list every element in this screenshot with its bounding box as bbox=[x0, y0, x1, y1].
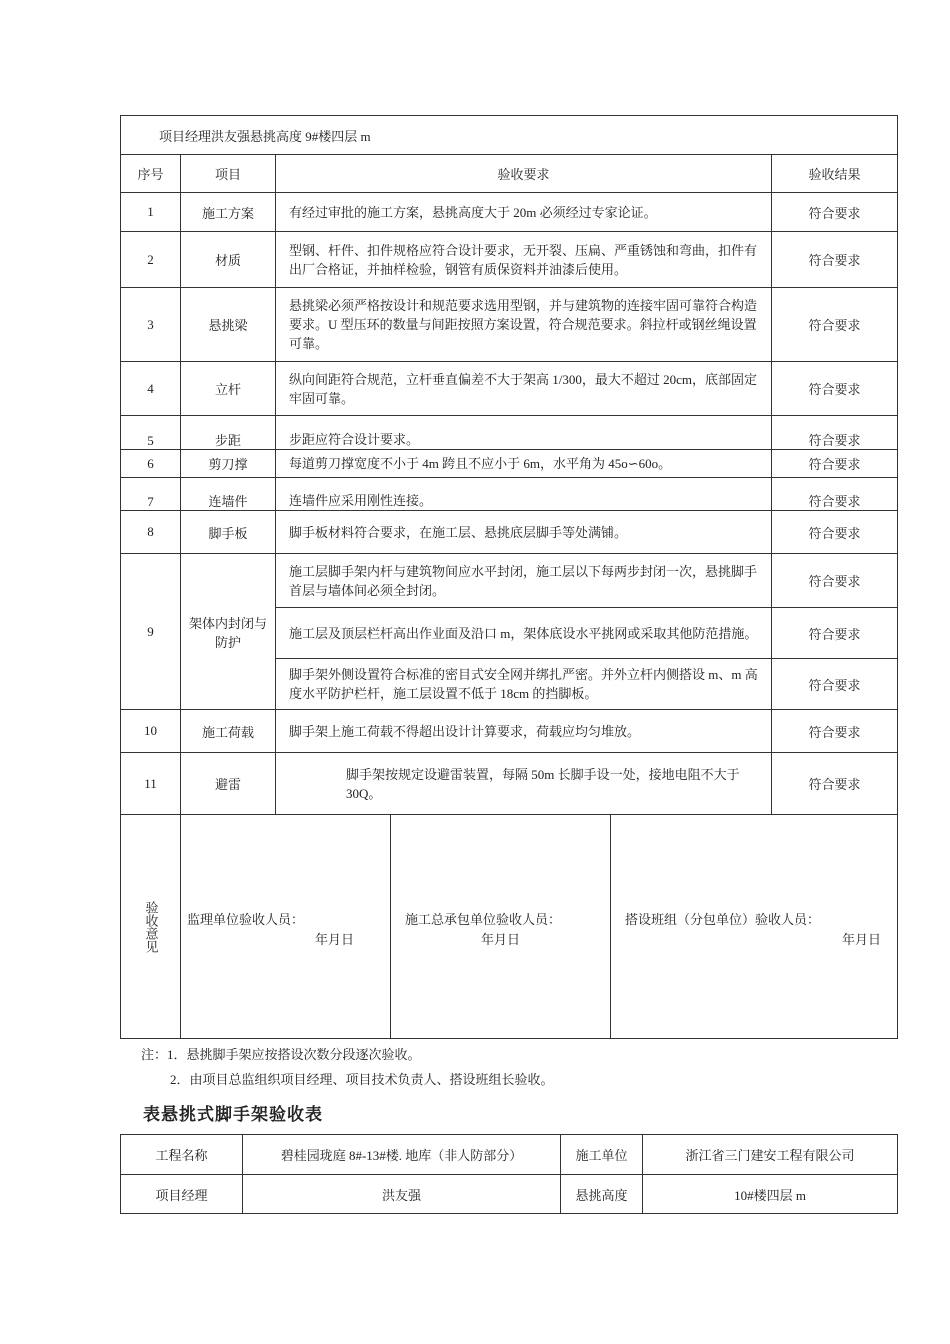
table-header-line: 项目经理洪友强悬挑高度 9#楼四层 m bbox=[121, 116, 898, 155]
project-info-table bbox=[120, 1134, 898, 1214]
manager-value: 洪友强 bbox=[243, 1175, 561, 1214]
row-no: 7 bbox=[121, 478, 181, 511]
row-no: 1 bbox=[121, 193, 181, 232]
team-date: 年月日 bbox=[842, 932, 882, 947]
row-requirement: 型钢、杆件、扣件规格应符合设计要求，无开裂、压扁、严重锈蚀和弯曲，扣件有出厂合格证，并抽样检验，钢管有质保资料并油漆后使用。 bbox=[276, 232, 772, 288]
row-no: 6 bbox=[121, 450, 181, 478]
table-row bbox=[121, 416, 898, 450]
row-result: 符合要求 bbox=[772, 608, 898, 659]
row-no: 2 bbox=[121, 232, 181, 288]
supervisor-label: 监理单位验收人员： bbox=[187, 912, 305, 927]
row-item: 剪刀撑 bbox=[181, 450, 276, 478]
row-result: 符合要求 bbox=[772, 753, 898, 815]
column-header-requirement: 验收要求 bbox=[276, 155, 772, 193]
table-row bbox=[121, 362, 898, 416]
row-item: 施工荷载 bbox=[181, 710, 276, 753]
note-line-1: 注：1．悬挑脚手架应按搭设次数分段逐次验收。 bbox=[141, 1047, 421, 1062]
supervisor-sign-cell bbox=[181, 815, 391, 1039]
table-row bbox=[121, 450, 898, 478]
row-result: 符合要求 bbox=[772, 416, 898, 450]
row-result: 符合要求 bbox=[772, 232, 898, 288]
note-line-2: 2．由项目总监组织项目经理、项目技术负责人、搭设班组长验收。 bbox=[170, 1072, 554, 1087]
height-label: 悬挑高度 bbox=[561, 1175, 643, 1214]
manager-label: 项目经理 bbox=[121, 1175, 243, 1214]
row-requirement: 施工层及顶层栏杆高出作业面及沿口 m，架体底设水平挑网或采取其他防范措施。 bbox=[276, 608, 772, 659]
row-item: 材质 bbox=[181, 232, 276, 288]
row-item: 避雷 bbox=[181, 753, 276, 815]
row-item: 架体内封闭与防护 bbox=[181, 554, 276, 710]
row-requirement: 施工层脚手架内杆与建筑物间应水平封闭，施工层以下每两步封闭一次，悬挑脚手首层与墙体间必须全封闭。 bbox=[276, 554, 772, 608]
table-row bbox=[121, 554, 898, 608]
row-item: 脚手板 bbox=[181, 511, 276, 554]
row-result: 符合要求 bbox=[772, 511, 898, 554]
row-result: 符合要求 bbox=[772, 450, 898, 478]
row-result: 符合要求 bbox=[772, 362, 898, 416]
row-requirement: 步距应符合设计要求。 bbox=[276, 416, 772, 450]
row-requirement: 纵向间距符合规范，立杆垂直偏差不大于架高 1/300，最大不超过 20cm，底部固定牢固可靠。 bbox=[276, 362, 772, 416]
row-no: 3 bbox=[121, 288, 181, 362]
row-item: 连墙件 bbox=[181, 478, 276, 511]
row-result: 符合要求 bbox=[772, 659, 898, 710]
project-name-label: 工程名称 bbox=[121, 1135, 243, 1175]
row-result: 符合要求 bbox=[772, 710, 898, 753]
row-no: 10 bbox=[121, 710, 181, 753]
row-item: 施工方案 bbox=[181, 193, 276, 232]
row-no: 5 bbox=[121, 416, 181, 450]
builder-label: 施工单位 bbox=[561, 1135, 643, 1175]
row-item: 步距 bbox=[181, 416, 276, 450]
row-result: 符合要求 bbox=[772, 288, 898, 362]
supervisor-date: 年月日 bbox=[315, 932, 355, 947]
contractor-date: 年月日 bbox=[481, 932, 521, 947]
column-header-item: 项目 bbox=[181, 155, 276, 193]
opinion-label: 验收意见 bbox=[143, 900, 159, 953]
row-no: 8 bbox=[121, 511, 181, 554]
table-row bbox=[121, 478, 898, 511]
table-row bbox=[121, 288, 898, 362]
row-item: 悬挑梁 bbox=[181, 288, 276, 362]
team-label: 搭设班组（分包单位）验收人员： bbox=[625, 912, 821, 927]
project-name-value: 碧桂园珑庭 8#-13#楼. 地库（非人防部分） bbox=[243, 1135, 561, 1175]
contractor-sign-cell bbox=[391, 815, 611, 1039]
row-requirement: 脚手架外侧设置符合标准的密目式安全网并绑扎严密。并外立杆内侧搭设 m、m 高度水平防护栏杆，施工层设置不低于 18cm 的挡脚板。 bbox=[276, 659, 772, 710]
row-item: 立杆 bbox=[181, 362, 276, 416]
column-header-no: 序号 bbox=[121, 155, 181, 193]
row-result: 符合要求 bbox=[772, 478, 898, 511]
opinion-row bbox=[121, 815, 898, 1039]
table-row bbox=[121, 193, 898, 232]
row-requirement: 脚手板材料符合要求，在施工层、悬挑底层脚手等处满铺。 bbox=[276, 511, 772, 554]
table-row bbox=[121, 511, 898, 554]
row-result: 符合要求 bbox=[772, 554, 898, 608]
row-no: 11 bbox=[121, 753, 181, 815]
table-row bbox=[121, 232, 898, 288]
row-no: 9 bbox=[121, 554, 181, 710]
row-requirement: 脚手架按规定设避雷装置，每隔 50m 长脚手设一处，接地电阻不大于 30Q。 bbox=[276, 753, 772, 815]
row-requirement: 有经过审批的施工方案，悬挑高度大于 20m 必须经过专家论证。 bbox=[276, 193, 772, 232]
acceptance-table bbox=[120, 115, 898, 1039]
contractor-label: 施工总承包单位验收人员： bbox=[405, 912, 562, 927]
row-no: 4 bbox=[121, 362, 181, 416]
row-requirement: 脚手架上施工荷载不得超出设计计算要求，荷载应均匀堆放。 bbox=[276, 710, 772, 753]
opinion-label-cell bbox=[121, 815, 181, 1039]
row-requirement: 连墙件应采用刚性连接。 bbox=[276, 478, 772, 511]
row-result: 符合要求 bbox=[772, 193, 898, 232]
builder-value: 浙江省三门建安工程有限公司 bbox=[643, 1135, 898, 1175]
column-header-result: 验收结果 bbox=[772, 155, 898, 193]
row-requirement: 悬挑梁必须严格按设计和规范要求选用型钢，并与建筑物的连接牢固可靠符合构造要求。U 型压环的数量与间距按照方案设置，符合规范要求。斜拉杆或钢丝绳设置可靠。 bbox=[276, 288, 772, 362]
table-row bbox=[121, 710, 898, 753]
section-title: 表悬挑式脚手架验收表 bbox=[143, 1105, 323, 1125]
row-requirement: 每道剪刀撑宽度不小于 4m 跨且不应小于 6m，水平角为 45o∽60o。 bbox=[276, 450, 772, 478]
height-value: 10#楼四层 m bbox=[643, 1175, 898, 1214]
team-sign-cell bbox=[611, 815, 898, 1039]
table-row bbox=[121, 753, 898, 815]
